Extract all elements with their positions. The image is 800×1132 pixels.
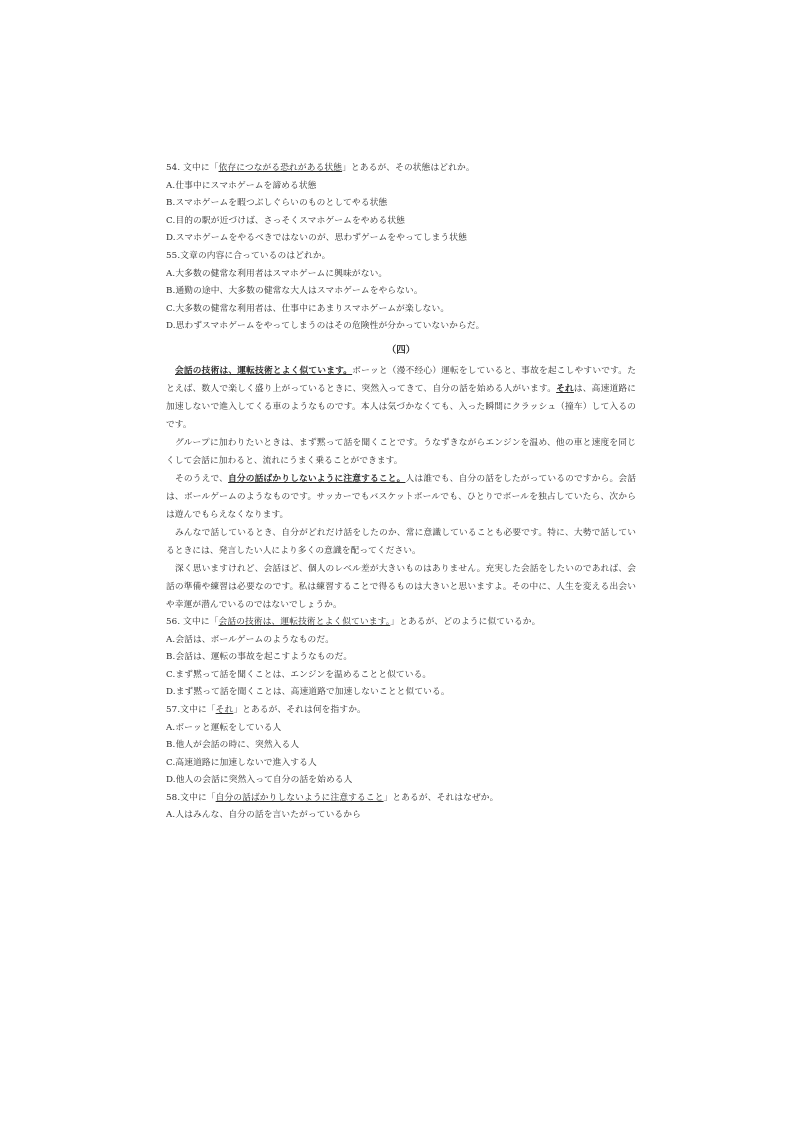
passage-underlined-caution: 自分の話ばかりしないように注意すること。 xyxy=(228,473,406,484)
q54-option-a: A.仕事中にスマホゲームを諦める状態 xyxy=(166,180,317,191)
passage-underlined-sore: それ xyxy=(556,383,574,394)
q57-stem: 57.文中に「それ」とあるが、それは何を指すか。 xyxy=(166,704,366,715)
q55-option-c: C.大多数の健常な利用者は、仕事中にあまりスマホゲームが楽しない。 xyxy=(166,303,450,314)
q57-option-b: B.他人が会話の時に、突然入る人 xyxy=(166,740,300,751)
q56-option-a: A.会話は、ボールゲームのようなものだ。 xyxy=(166,634,335,645)
passage-paragraph-5: 深く思いますけれど、会話ほど、個人のレベル差が大きいものはありません。充実した会話をしたいのであれば、会話の準備や練習は必要なのです。私は練習することで得るものは大きいと思いますよ。その中に、人生を変える出会いや幸運が潜んでいるのではないでしょうか。 xyxy=(166,563,636,610)
q55-option-a: A.大多数の健常な利用者はスマホゲームに興味がない。 xyxy=(166,268,388,279)
q57-option-a: A.ボーッと運転をしている人 xyxy=(166,722,282,733)
passage-paragraph-3: そのうえで、自分の話ばかりしないように注意すること。人は誰でも、自分の話をしたがっているのですから。会話は、ボールゲームのようなものです。サッカーでもバスケットボールでも、ひとりでボールを独占していたら、次からは遊んでもらえなくなります。 xyxy=(166,473,636,520)
q56-underlined-phrase: 会話の技術は、運転技術とよく似ています。 xyxy=(218,616,391,627)
q56-option-c: C.まず黙って話を聞くことは、エンジンを温めることと似ている。 xyxy=(166,669,432,680)
exam-content xyxy=(166,160,636,825)
q58-underlined-phrase: 自分の話ばかりしないように注意すること xyxy=(215,792,384,803)
q58-stem: 58.文中に「自分の話ばかりしないように注意すること」とあるが、それはなぜか。 xyxy=(166,792,499,803)
section-title: （四） xyxy=(386,344,416,356)
q55-stem: 55.文章の内容に合っているのはどれか。 xyxy=(166,250,331,261)
passage-underlined-heading: 会話の技術は、運転技術とよく似ています。 xyxy=(175,365,353,376)
q54-option-d: D.スマホゲームをやるべきではないのが、思わずゲームをやってしまう状態 xyxy=(166,233,467,244)
q56-stem: 56. 文中に「会話の技術は、運転技術とよく似ています。」とあるが、どのように似ているか。 xyxy=(166,616,541,627)
q57-option-c: C.高速道路に加速しないで進入する人 xyxy=(166,757,317,768)
q54-option-c: C.目的の駅が近づけば、さっそくスマホゲームをやめる状態 xyxy=(166,215,405,226)
passage-paragraph-1: 会話の技術は、運転技術とよく似ています。ボーッと（漫不经心）運転をしていると、事故を起こしやすいです。たとえば、数人で楽しく盛り上がっているときに、突然入ってきて、自分の話を始める人がいます。それは、高速道路に加速しないで進入してくる車のようなものです。本人は気づかなくても、入った瞬間にクラッシュ（撞车）して入るのです。 xyxy=(166,365,637,430)
passage-paragraph-4: みんなで話しているとき、自分がどれだけ話をしたのか、常に意識していることも必要です。特に、大勢で話しているときには、発言したい人により多くの意識を配ってください。 xyxy=(166,527,636,556)
passage-paragraph-2: グループに加わりたいときは、まず黙って話を聞くことです。うなずきながらエンジンを温め、他の車と速度を同じくして会話に加わると、流れにうまく乗ることができます。 xyxy=(166,437,636,466)
q57-underlined-phrase: それ xyxy=(215,704,234,715)
q58-option-a: A.人はみんな、自分の話を言いたがっているから xyxy=(166,810,361,821)
q55-option-d: D.思わずスマホゲームをやってしまうのはその危険性が分かっていないからだ。 xyxy=(166,321,485,332)
q54-underlined-phrase: 依存につながる恐れがある状態 xyxy=(218,163,343,173)
q54-option-b: B.スマホゲームを暇つぶしぐらいのものとしてやる状態 xyxy=(166,198,388,209)
q56-option-d: D.まず黙って話を聞くことは、高速道路で加速しないことと似ている。 xyxy=(166,687,450,698)
q57-option-d: D.他人の会話に突然入って自分の話を始める人 xyxy=(166,775,353,786)
q54-stem: 54. 文中に「依存につながる恐れがある状態」とあるが、その状態はどれか。 xyxy=(166,163,475,173)
q56-option-b: B.会話は、運転の事故を起こすようなものだ。 xyxy=(166,652,353,663)
q55-option-b: B.通勤の途中、大多数の健常な大人はスマホゲームをやらない。 xyxy=(166,286,423,297)
